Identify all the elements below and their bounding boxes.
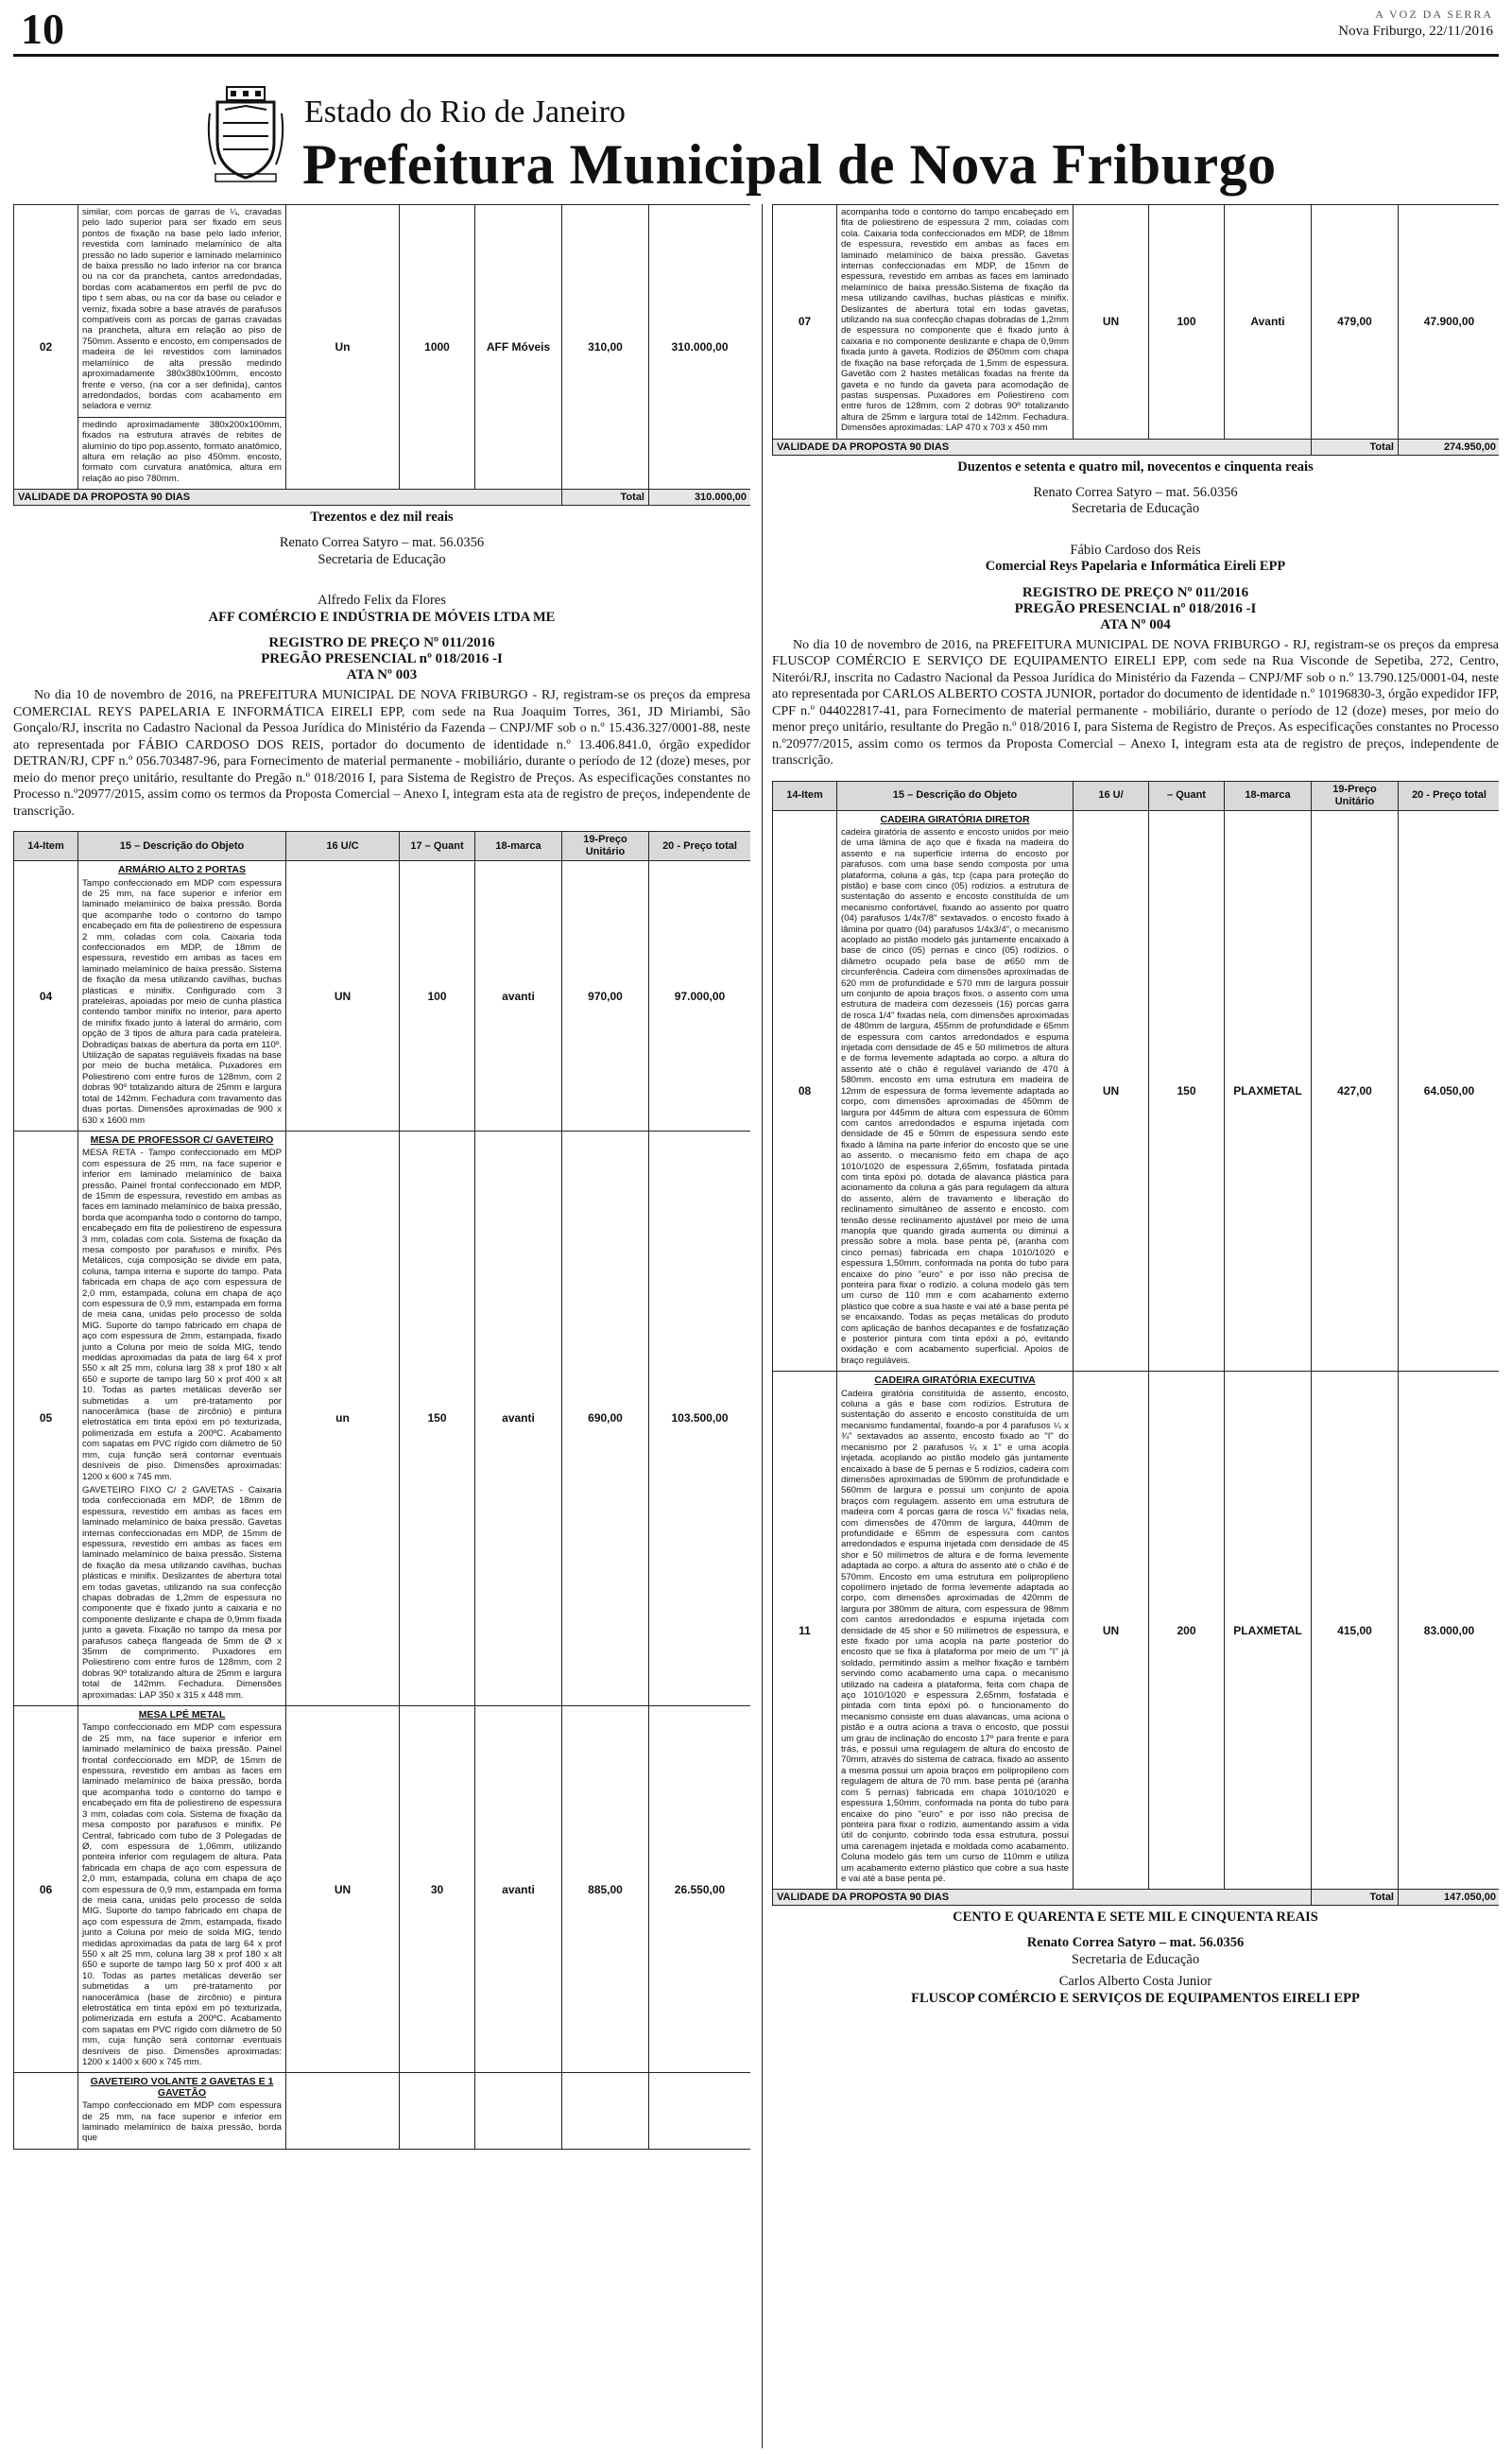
validity-label: VALIDADE DA PROPOSTA 90 DIAS: [773, 1890, 1312, 1906]
item-total-price: 97.000,00: [649, 861, 751, 1132]
newspaper-info: [1338, 6, 1493, 40]
signature-block: [13, 535, 750, 568]
item-unit: UN: [1074, 205, 1149, 440]
column-header: 15 – Descrição do Objeto: [78, 832, 286, 861]
signer-name: Renato Correa Satyro – mat. 56.0356: [279, 535, 485, 551]
item-total-price: 47.900,00: [1399, 205, 1500, 440]
signer-company: Comercial Reys Papelaria e Informática Eireli EPP: [985, 559, 1286, 575]
item-number: 07: [773, 205, 837, 440]
item-title: CADEIRA GIRATÓRIA EXECUTIVA: [874, 1374, 1036, 1387]
table-row: [14, 205, 751, 418]
prefeitura-header: [13, 57, 1499, 199]
items-table-continuation: [772, 204, 1499, 456]
item-unit: UN: [286, 861, 400, 1132]
validity-row: [773, 1890, 1500, 1906]
column-header: 16 U/: [1074, 781, 1149, 810]
item-number: 06: [14, 1706, 78, 2073]
signer-name: Renato Correa Satyro – mat. 56.0356: [1026, 1935, 1245, 1951]
column-header: 18-marca: [1225, 781, 1312, 810]
item-title: GAVETEIRO VOLANTE 2 GAVETAS E 1 GAVETÃO: [90, 2076, 274, 2099]
item-total-price: 83.000,00: [1399, 1372, 1500, 1890]
item-unit-price: 427,00: [1312, 810, 1399, 1372]
item-description: acompanha todo o contorno do tampo encabeçado em fita de poliestireno de espessura 2 mm, coladas com cola. Caixaria toda confeccionados em MDP, de 18mm de espessura, revestido em ambas as faces em laminado melamínico de baixa pressão. Gavetas internas confeccionadas em MDP, de 15mm de espessura, revestido em ambas as faces em laminado melamínico de baixa pressão.Sistema de fixação da mesa utilizando cavilhas, buchas plásticas e minifix. Deslizantes de abertura total em todas gavetas, utilizando na sua confecção chapas dobradas de 1,2mm de espessura no componente que é fixado junto à caixaria e no componente deslizante e chapa de 0,9mm fixada junto à gaveta. Rodízios de Ø50mm com chapa de fixação na base reforçada de 1,5mm de espessura. Gavetão com 2 hastes metálicas fixadas na frente da gaveta e no fundo da gaveta para acomodação de pastas suspensas. Puxadores em Poliestireno com entre furos de 128mm, com 2 dobras 90º totalizando altura de 25mm e largura total de 142mm. Fechadura. Dimensões aproximadas: LAP 470 x 703 x 450 mm: [837, 205, 1074, 440]
columns: [13, 204, 1499, 2448]
item-number: 04: [14, 861, 78, 1132]
amount-in-words: Trezentos e dez mil reais: [310, 510, 454, 526]
item-brand: avanti: [475, 1131, 562, 1705]
registro-line: REGISTRO DE PREÇO Nº 011/2016: [268, 635, 495, 651]
signature-block: [772, 1935, 1499, 1968]
left-column: [13, 204, 750, 2448]
amount-in-words: Duzentos e setenta e quatro mil, novecentos e cinquenta reais: [957, 458, 1314, 475]
item-unit: [286, 2073, 400, 2149]
column-header: 14-Item: [773, 781, 837, 810]
item-quantity: 30: [400, 1706, 475, 2073]
signer-name: Fábio Cardoso dos Reis: [1070, 542, 1201, 558]
item-unit-price: 690,00: [562, 1131, 649, 1705]
amount-in-words: CENTO E QUARENTA E SETE MIL E CINQUENTA REAIS: [953, 1910, 1318, 1926]
total-label: Total: [562, 490, 649, 506]
registro-header: [13, 635, 750, 683]
signer-role: Secretaria de Educação: [1071, 1951, 1200, 1967]
registro-line: REGISTRO DE PREÇO Nº 011/2016: [1022, 584, 1249, 600]
item-brand: AFF Móveis: [475, 205, 562, 490]
column-header: 19-Preço Unitário: [562, 832, 649, 861]
item-total-price: [649, 2073, 751, 2149]
item-number: 08: [773, 810, 837, 1372]
top-bar: [13, 0, 1499, 57]
item-title: ARMÁRIO ALTO 2 PORTAS: [118, 864, 246, 876]
column-header: 16 U/C: [286, 832, 400, 861]
page-number: 10: [21, 5, 64, 53]
item-quantity: 100: [1149, 205, 1225, 440]
signer-company: AFF COMÉRCIO E INDÚSTRIA DE MÓVEIS LTDA ME: [208, 609, 556, 625]
signer-name: Carlos Alberto Costa Junior: [1058, 1974, 1212, 1990]
column-header: 20 - Preço total: [649, 832, 751, 861]
table-row: [773, 205, 1500, 440]
item-unit: un: [286, 1131, 400, 1705]
signature-block: [772, 485, 1499, 518]
pregao-line: PREGÃO PRESENCIAL nº 018/2016 -I: [261, 651, 503, 667]
column-header: 18-marca: [475, 832, 562, 861]
signature-block: [772, 543, 1499, 576]
signature-block: [13, 593, 750, 626]
item-quantity: 100: [400, 861, 475, 1132]
signer-role: Secretaria de Educação: [1071, 501, 1200, 517]
pregao-line: PREGÃO PRESENCIAL nº 018/2016 -I: [1014, 600, 1257, 616]
item-unit: UN: [1074, 1372, 1149, 1890]
item-quantity: 150: [1149, 810, 1225, 1372]
item-quantity: 200: [1149, 1372, 1225, 1890]
item-total-price: 103.500,00: [649, 1131, 751, 1705]
item-unit-price: 885,00: [562, 1706, 649, 2073]
signer-name: Renato Correa Satyro – mat. 56.0356: [1033, 484, 1238, 500]
item-quantity: [400, 2073, 475, 2149]
item-brand: Avanti: [1225, 205, 1312, 440]
item-description: similar, com porcas de garras de ¼, cravadas pelo lado superior para ser fixado em seus pontos de fixação na base pelo lado inferior, revestida com laminado melamínico de alta pressão no lado superior e laminado melamínico de baixa pressão no lado inferior na cor branca ou na cor da prancheta, cantos arredondadas, bordas com acabamentos em perfil de pvc do tipo t sem abas, ou na cor da base ou celador e verniz, fixada sobre a base através de parafusos compatíveis com as porcas de garras cravadas na prancheta, altura em relação ao piso de 750mm. Assento e encosto, em compensados de madeira de lei revestidos com laminados melamínico de alta pressão medindo aproximadamente 380x380x100mm, encosto frente e verso, (na cor a ser definida), cantos arredondados, bordas com acabamento em seladora e verniz: [78, 205, 286, 418]
prefeitura-title: Prefeitura Municipal de Nova Friburgo: [302, 133, 1277, 196]
item-number: [14, 2073, 78, 2149]
items-table: [13, 831, 750, 2150]
item-number: 05: [14, 1131, 78, 1705]
item-description: ARMÁRIO ALTO 2 PORTAS Tampo confeccionado em MDP com espessura de 25 mm, na face superior e inferior em laminado melamínico de baixa pressão. Borda que acompanhe todo o contorno do tampo encabeçado em fita de poliestireno de espessura 2 mm, coladas com cola. Caixaria toda confeccionados em MDP, de 18mm de espessura, revestido em ambas as faces em laminado melamínico de baixa pressão. Sistema de fixação da mesa utilizando cavilhas, buchas plásticas e minifix. Configurado com 3 prateleiras, apoiadas por meio de cunha plástica contendo tambor minifix no interior, para aperto de minifix fixado junto à lateral do armário, com opção de 3 tipos de altura para cada prateleira. Dobradiças baixas de abertura da porta em 110º. Utilização de sapatas reguláveis fixadas na base por meio de bucha metálica. Puxadores em Poliestireno com entre furos de 128mm, com 2 dobras 90º totalizando altura de 25mm e largura total de 142mm. Fechadura com travamento das duas portas. Dimensões aproximadas de 900 x 630 x 1600 mm: [78, 861, 286, 1132]
item-description: CADEIRA GIRATÓRIA DIRETOR cadeira giratória de assento e encosto unidos por meio de uma lâmina de aço que é fixada na madeira do assento e na superfície interna do encosto por parafusos. com uma base sendo composta por uma plataforma, coluna a gás, tcp (capa para proteção do pistão) e base com cinco (05) rodízios. a estrutura de sustentação do assento e encosto constituída de um mecanismo confortável, fixando ao assento por quatro (04) parafusos 1/4x7/8" sextavados. o encosto fixado à lâmina por quatro (04) parafusos 1/4x3/4", o mecanismo acoplado ao pistão modelo gás juntamente encaixado à base de cinco (05) pernas e cinco (05) rodízios. o diâmetro ocupado pela base de ø650 mm de circunferência. Cadeira com dimensões aproximadas de 620 mm de profundidade e 570 mm de largura possuir um conjunto de apoia braços fixos. o assento com uma estrutura de madeira com dezesseis (16) porcas garra de rosca 1/4" fixadas nela, com dimensões aproximadas de 480mm de largura, 455mm de profundidade e 65mm de espessura com cantos arredondados e espuma injetada com densidade de 45 e 50 milímetros de altura e de forma levemente adaptada ao corpo. a altura do assento até o chão é regulável variando de 470 à 580mm. encosto em uma estrutura em madeira de 12mm de espessura de forma levemente adaptada ao corpo, com dimensões aproximadas de 450mm de largura por 445mm de altura com espessura de 60mm com cantos arredondados e espuma injetada com densidade de 45 e 50mm de espessura sendo este fixado à lâmina na parte inferior do encosto que se une ao assento. o mecanismo feito em chapa de aço 1010/1020 de espessura 2,65mm, fosfatada pintada com tinta epóxi pó. dotada de alavanca plástica para acionamento da coluna a gás para regulagem da altura do assento, além de travamento e liberação do reclinamento simultâneo de assento e encosto. com tensão desse reclinamento ajustável por meio de uma manopla que quando girada aumenta ou diminui a pressão sobre a mola. base penta pé, (aranha com cinco pernas) fabricada em chapa 1010/1020 e espessura 1,50mm, conformada na ponta do tubo para encaixe do pino "euro" e por isso não precisa de ponteira para fixar o rodízio. a coluna modelo gás tem um curso de 110 mm e com acabamento externo plástico que cobre a sua haste e vai até a base penta pé se encaixando. Todas as peças metálicas do produto com aplicação de banhos decapantes e de fosfatização e posterior pintura com tinta epóxi a pó, evitando oxidação e com acabamento superficial. Apoios de braço reguláveis.: [837, 810, 1074, 1372]
column-header: 17 – Quant: [400, 832, 475, 861]
ata-paragraph: No dia 10 de novembro de 2016, na PREFEITURA MUNICIPAL DE NOVA FRIBURGO - RJ, registram-se os preços da empresa COMERCIAL REYS PAPELARIA E INFORMÁTICA EIRELI EPP, com sede na Rua Joaquim Torres, 361, JD Miriambi, São Gonçalo/RJ, inscrita no Cadastro Nacional da Pessoa Jurídica do Ministério da Fazenda – CNPJ/MF sob o n.º 15.436.327/0001-88, neste ato representada por FÁBIO CARDOSO DOS REIS, portador do documento de identidade n.º 13.406.841.0, órgão expedidor DETRAN/RJ, CPF n.º 056.703487-96, para Fornecimento de material permanente - mobiliário, durante o período de 12 (doze) meses, por meio do menor preço unitário, resultante do Pregão n.º 018/2016 I, para Sistema de Registro de Preços. As especificações constantes no Processo n.º20977/2015, assim como os termos da Proposta Comercial – Anexo I, integram esta ata de registro de preços, independente de transcrição.: [13, 688, 750, 819]
table-header-row: [14, 832, 751, 861]
item-title: MESA DE PROFESSOR C/ GAVETEIRO: [90, 1133, 274, 1146]
item-unit-price: 479,00: [1312, 205, 1399, 440]
column-header: 20 - Preço total: [1399, 781, 1500, 810]
item-description-cont: medindo aproximadamente 380x200x100mm, fixados na estrutura através de rebites de alumínio do tipo pop.assento, formato anatômico, altura em relação ao piso 450mm. encosto, formato com curvatura anatômica, altura em relação ao piso 780mm.: [78, 417, 286, 489]
newspaper-name: A VOZ DA SERRA: [1375, 8, 1493, 21]
item-total-price: 26.550,00: [649, 1706, 751, 2073]
table-row: [773, 810, 1500, 1372]
total-value: 274.950,00: [1399, 439, 1500, 455]
registro-header: [772, 585, 1499, 633]
item-brand: [475, 2073, 562, 2149]
item-title: MESA LPÉ METAL: [138, 1709, 226, 1721]
validity-label: VALIDADE DA PROPOSTA 90 DIAS: [773, 439, 1312, 455]
validity-row: [773, 439, 1500, 455]
validity-row: [14, 490, 751, 506]
table-row: [773, 1372, 1500, 1890]
column-header: – Quant: [1149, 781, 1225, 810]
ata-line: ATA Nº 003: [346, 667, 418, 683]
state-title: Estado do Rio de Janeiro: [304, 95, 626, 130]
item-total-price: 64.050,00: [1399, 810, 1500, 1372]
item-brand: PLAXMETAL: [1225, 810, 1312, 1372]
table-header-row: [773, 781, 1500, 810]
item-quantity: 150: [400, 1131, 475, 1705]
item-description: GAVETEIRO VOLANTE 2 GAVETAS E 1 GAVETÃO Tampo confeccionado em MDP com espessura de 25 mm, na face superior e inferior em laminado melamínico de baixa pressão, borda que: [78, 2073, 286, 2149]
ata-paragraph: No dia 10 de novembro de 2016, na PREFEITURA MUNICIPAL DE NOVA FRIBURGO - RJ, registram-se os preços da empresa FLUSCOP COMÉRCIO E SERVIÇO DE EQUIPAMENTO EIRELI EPP, com sede na Rua Visconde de Sepetiba, 272, Centro, Niterói/RJ, inscrita no Cadastro Nacional da Pessoa Jurídica do Ministério da Fazenda – CNPJ/MF sob o n.º 13.790.125/0001-04, neste ato representada por CARLOS ALBERTO COSTA JUNIOR, portador do documento de identidade n.º 10196830-3, órgão expedidor IFP, CPF n.º 044022817-41, para Fornecimento de material permanente - mobiliário, durante o período de 12 (doze) meses, por meio do menor preço unitário, resultante do Pregão n.º 018/2016 I, para Sistema de Registro de Preços. As especificações constantes no Processo n.º20977/2015, assim como os termos da Proposta Comercial – Anexo I, integram esta ata de registro de preços, independente de transcrição.: [772, 637, 1499, 769]
item-unit-price: 415,00: [1312, 1372, 1399, 1890]
table-row: [14, 1706, 751, 2073]
item-brand: avanti: [475, 861, 562, 1132]
item-number: 02: [14, 205, 78, 490]
item-number: 11: [773, 1372, 837, 1890]
total-value: 147.050,00: [1399, 1890, 1500, 1906]
signer-company: FLUSCOP COMÉRCIO E SERVIÇOS DE EQUIPAMENTOS EIRELI EPP: [911, 1990, 1360, 2006]
item-description: MESA DE PROFESSOR C/ GAVETEIRO MESA RETA - Tampo confeccionado em MDP com espessura de 25 mm, na face superior e inferior em laminado melamínico de baixa pressão. Painel frontal confeccionado em MDP, de 15mm de espessura, revestido em ambas as faces em laminado melamínico de baixa pressão, borda que acompanha todo o contorno do tampo, encabeçado em fita de poliestireno de espessura 3 mm, coladas com cola. Sistema de fixação da mesa composto por parafusos e minifix. Pés Metálicos, cuja composição se divide em pata, coluna, tampa interna e suporte do tampo. Pata fabricada em chapa de aço com espessura de 2,0 mm, estampada, coluna em chapa de aço com espessura de 0,9 mm, estampada em forma de meia cana, unidas pelo processo de solda MIG. Suporte do tampo fabricado em chapa de aço com espessura de 2mm, estampada, fixado junto a Coluna por meio de solda MIG, tendo medidas aproximadas da pata de larg 64 x prof 550 x alt 25 mm, coluna larg 38 x prof 180 x alt 650 e suporte de tampo larg 50 x prof 400 x alt 10. Todas as partes metálicas deverão ser submetidas a um pré-tratamento por nanocerâmica (base de zircônio) e pintura eletrostática em tinta epóxi em pó texturizada, polimerizada em estufa a 200ºC. Acabamento com sapatas em PVC rígido com diâmetro de 50 mm, cuja função será contornar eventuais desníveis de piso. Dimensões aproximadas: 1200 x 600 x 745 mm. GAVETEIRO FIXO C/ 2 GAVETAS - Caixaria toda confeccionada em MDP, de 18mm de espessura, revestido em ambas as faces em laminado melamínico de baixa pressão. Gavetas internas confeccionadas em MDP, de 15mm de espessura, revestido em ambas as faces em laminado melamínico de baixa pressão. Sistema de fixação da mesa utilizando cavilhas, buchas plásticas e minifix. Deslizantes de abertura total em todas gavetas, utilizando na sua confecção chapas dobradas de 1,2mm de espessura no componente que é fixado junto a caixaria e no componente deslizante e chapa de 0,9mm fixada junto a gaveta. Fixação no tampo da mesa por parafusos cabeça flangeada de 5mm de Ø x 35mm de comprimento. Puxadores em Poliestireno com entre furos de 128mm, com 2 dobras 90º totalizando altura de 25mm e largura total de 142mm. Fechadura. Dimensões aproximadas: LAP 350 x 315 x 448 mm.: [78, 1131, 286, 1705]
item-unit-price: 310,00: [562, 205, 649, 490]
item-brand: avanti: [475, 1706, 562, 2073]
item-unit-price: 970,00: [562, 861, 649, 1132]
signer-name: Alfredo Felix da Flores: [318, 593, 446, 609]
items-table-continuation: [13, 204, 750, 506]
item-description: MESA LPÉ METAL Tampo confeccionado em MDP com espessura de 25 mm, na face superior e inferior em laminado melamínico de baixa pressão. Painel frontal confeccionado em MDP, de 15mm de espessura, revestido em ambas as faces em laminado melamínico de baixa pressão, borda que acompanha todo o contorno do tampo e encabeçado em fita de poliestireno de espessura 3 mm, coladas com cola. Sistema de fixação da mesa composto por parafusos e minifix. Pé Central, fabricado com tubo de 3 Polegadas de Ø, com espessura de 1,06mm, utilizando ponteira inferior com regulagem de altura. Pata fabricada em chapa de aço com espessura de 2,0 mm, estampada, coluna em chapa de aço com espessura de 0,9 mm, estampada em forma de meia cana, unidas pelo processo de solda MIG. Suporte do tampo fabricado em chapa de aço com espessura de 2mm, estampada, fixado junto a Coluna por meio de solda MIG, tendo medidas aproximadas da pata de larg 64 x prof 550 x alt 25 mm, coluna larg 38 x prof 180 x alt 650 e suporte de tampo larg 50 x prof 400 x alt 10. Todas as partes metálicas deverão ser submetidas a um pré-tratamento por nanocerâmica (base de zircônio) e pintura eletrostática em tinta epóxi em pó texturizada, polimerizada em estufa a 200ºC. Acabamento com sapatas em PVC rígido com diâmetro de 50 mm, cuja função será contornar eventuais desníveis de piso. Dimensões aproximadas: 1200 x 1400 x 600 x 745 mm.: [78, 1706, 286, 2073]
item-unit: Un: [286, 205, 400, 490]
column-header: 19-Preço Unitário: [1312, 781, 1399, 810]
total-label: Total: [1312, 1890, 1399, 1906]
column-header: 15 – Descrição do Objeto: [837, 781, 1074, 810]
item-quantity: 1000: [400, 205, 475, 490]
signature-block: [772, 1974, 1499, 2007]
table-row: [14, 861, 751, 1132]
validity-label: VALIDADE DA PROPOSTA 90 DIAS: [14, 490, 562, 506]
items-table: [772, 781, 1499, 1907]
column-header: 14-Item: [14, 832, 78, 861]
newspaper-date: Nova Friburgo, 22/11/2016: [1338, 24, 1493, 39]
municipal-coat-of-arms-icon: [206, 85, 285, 183]
signer-role: Secretaria de Educação: [318, 551, 446, 567]
item-total-price: 310.000,00: [649, 205, 751, 490]
ata-line: ATA Nº 004: [1100, 616, 1171, 632]
right-column: [762, 204, 1499, 2448]
item-description: CADEIRA GIRATÓRIA EXECUTIVA Cadeira giratória constituída de assento, encosto, coluna a gás e base com rodízios. Estrutura de sustentação do assento e encosto constituída de um mecanismo fundamental, fixando-a por 4 parafusos ¼ x ¾" sextavados ao assento, encosto fixado ao "I" do mecanismo por 2 parafusos ¼ x 1" e uma acopla injetada. acoplando ao pistão modelo gás juntamente encaixado à base de 5 pernas e 5 rodízios, cadeira com dimensões aproximadas de 590mm de profundidade e 560mm de largura e possui um conjunto de apoia braços com regulagem. assento em uma estrutura de madeira com 4 porcas garra de rosca ¼" fixadas nela, com dimensões de 470mm de largura, 440mm de profundidade e 65mm de espessura com cantos arredondados e espuma injetada com densidade de 45 shor e 50 milímetros de altura e de forma levemente adaptada ao corpo. a altura do assento até o chão é de 570mm. Encosto em uma estrutura em polipropileno copolímero injetado de forma levemente adaptada ao corpo, com dimensões aproximadas de 420mm de largura por 380mm de altura, com espessura de 98mm com cantos arredondados e espuma injetada com densidade de 45 shor e 50 milímetros de espessura, e este fixado por uma acopla na parte posterior do encosto que se fixa à plataforma por meio de um "I" já soldado, permitindo assim a melhor fixação e também servindo como acabamento uma capa. o mecanismo utilizado na cadeira a plataforma, feita com chapa de aço 1010/1020 e espessura 2,65mm, fosfatada e pintada com tinta epóxi pó. o funcionamento do mecanismo consiste em duas alavancas, uma aciona o pistão e a outra aciona a trava o encosto, que possui um grau de inclinação do encosto 17º para frente e para trás, e possui uma regulagem de altura do encosto de 70mm, através do sistema de catraca. fixado ao assento a mesma possui um apoia braços em polipropileno com regulagem de altura de 70 mm. base penta pé (aranha com 5 pernas) fabricada em chapa 1010/1020 e espessura 1,50mm, conformada na ponta do tubo para encaixe do pino "euro" e por isso não precisa de ponteira para fixar o rodízio, aumentando assim a vida útil do conjunto. cobrindo toda essa estrutura, possui uma carenagem injetada e moldada como acabamento. Coluna modelo gás tem um curso de 110mm e utiliza um acabamento externo plástico que cobre a sua haste e vai até a base penta pé.: [837, 1372, 1074, 1890]
item-unit: UN: [1074, 810, 1149, 1372]
total-label: Total: [1312, 439, 1399, 455]
item-unit-price: [562, 2073, 649, 2149]
table-row: [14, 1131, 751, 1705]
total-value: 310.000,00: [649, 490, 751, 506]
item-title: CADEIRA GIRATÓRIA DIRETOR: [880, 813, 1030, 825]
item-unit: UN: [286, 1706, 400, 2073]
table-row: [14, 2073, 751, 2149]
item-brand: PLAXMETAL: [1225, 1372, 1312, 1890]
